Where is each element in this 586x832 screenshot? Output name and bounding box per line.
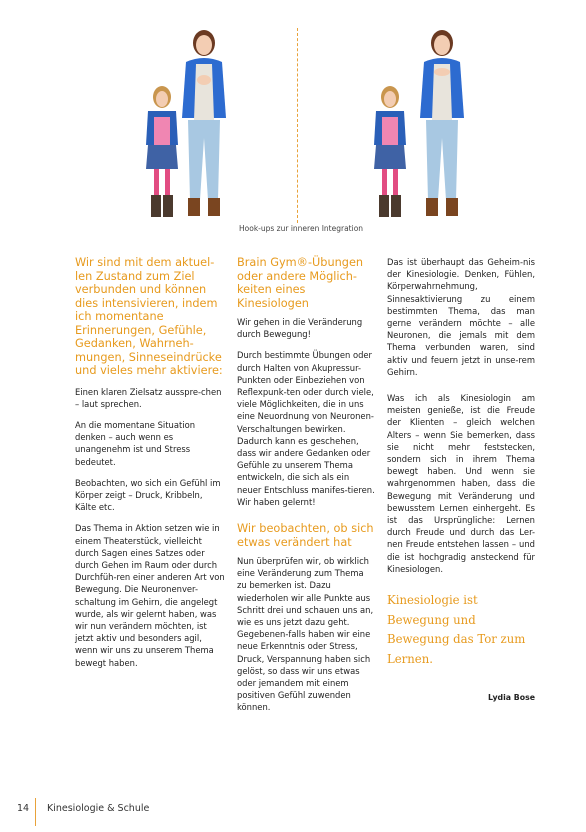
col1-paragraph: Beobachten, wo sich ein Gefühl im Körper zeigt – Druck, Kribbeln, Kälte etc. bbox=[75, 477, 221, 513]
footer-divider bbox=[35, 798, 36, 826]
col2-paragraph: Nun überprüfen wir, ob wirklich eine Veränderung zum Thema zu bemerken ist. Dazu wiederholen wir alle Punkte aus Schritt drei und schauen uns an, wie es uns jetzt dazu geht. Gegebenen-falls haben wir eine neue Erkenntnis oder Stress, Druck, Verspannung haben sich gelöst, so dass wir uns etwas oder jemandem mit einem positiven Gefühl zuwenden können. bbox=[237, 556, 374, 713]
footer-title: Kinesiologie & Schule bbox=[47, 803, 150, 814]
col1-paragraph: An die momentane Situation denken – auch wenn es unangenehm ist und Stress bedeutet. bbox=[75, 419, 196, 467]
photo-divider bbox=[297, 28, 298, 223]
column-2 bbox=[237, 256, 375, 723]
col3-paragraph: Das ist überhaupt das Geheim-nis der Kinesiologie. Denken, Fühlen, Körperwahrnehmung, Sinnesaktivierung zu einem bestimmten Thema, das man gerne verändern möchte – alle Neuronen, die jemals mit dem Thema verbunden waren, sind aktiv und feuern jetzt in unse-rem Gehirn. bbox=[387, 257, 535, 377]
col1-paragraph: Einen klaren Zielsatz ausspre-chen – laut sprechen. bbox=[75, 386, 222, 409]
col2-paragraph: Durch bestimmte Übungen oder durch Halten von Akupressur-Punkten oder Einbeziehen von Reflexpunk-ten oder durch viele, viele Möglichkeiten, die in uns eine Neuordnung von Neuronen-Verschaltungen bewirken. Dadurch kann es geschehen, dass wir andere Gedanken oder Gefühle zu unserem Thema entwickeln, die sich als ein neuer Entschluss manifes-tieren. Wir haben gelernt! bbox=[237, 350, 375, 507]
col2-paragraph: Wir gehen in die Veränderung durch Bewegung! bbox=[237, 317, 363, 340]
column-3 bbox=[387, 256, 535, 702]
pull-quote: Kinesiologie ist Bewegung und Bewegung das Tor zum Lernen. bbox=[387, 593, 526, 666]
photo-caption: Hook-ups zur inneren Integration bbox=[239, 224, 364, 233]
col1-paragraph: Das Thema in Aktion setzen wie in einem Theaterstück, vielleicht durch Sagen eines Satzes oder durch Gehen im Raum oder durch Durchfüh-ren einer anderen Art von Bewegung. Die Neuronenver-schaltung im Gehirn, die angelegt wurde, als wir gelernt haben, was wir nun verändern möchten, ist jetzt aktiv und besonders agil, wenn wir uns zu unserem Thema bewegt haben. bbox=[75, 523, 225, 668]
author-name: Lydia Bose bbox=[488, 693, 535, 703]
col1-headline: Wir sind mit dem aktuel-len Zustand zum Ziel verbunden und können dies intensivieren, indem ich momentane Erinnerungen, Gefühle, Gedanken, Wahrneh-mungen, Sinneseindrücke und vieles mehr aktiviere: bbox=[75, 256, 223, 377]
col2-headline-1: Brain Gym®-Übungen oder andere Möglich-keiten eines Kinesiologen bbox=[237, 256, 364, 310]
photo-girl-right bbox=[370, 85, 410, 220]
col2-headline-2: Wir beobachten, ob sich etwas verändert hat bbox=[237, 522, 374, 549]
photo-strip bbox=[0, 0, 586, 235]
photo-woman-right bbox=[412, 28, 474, 220]
col3-paragraph: Was ich als Kinesiologin am meisten genieße, ist die Freude der Klienten – gleich welchen Alters – wenn Sie bemerken, dass sie nicht mehr feststecken, sondern sich in ihrem Thema bewegt haben. Und wenn sie wahrgenommen haben, dass die Bewegung mit Veränderung und bewusstem Lernen einhergeht. Es ist das Ursprüngliche: Lernen durch Freude und durch das Ler-nen Freude entstehen lassen – und die ist hochgradig ansteckend für Kinesiologen. bbox=[387, 393, 535, 574]
page-number: 14 bbox=[17, 803, 30, 814]
column-1 bbox=[75, 256, 225, 678]
photo-girl-left bbox=[142, 85, 182, 220]
